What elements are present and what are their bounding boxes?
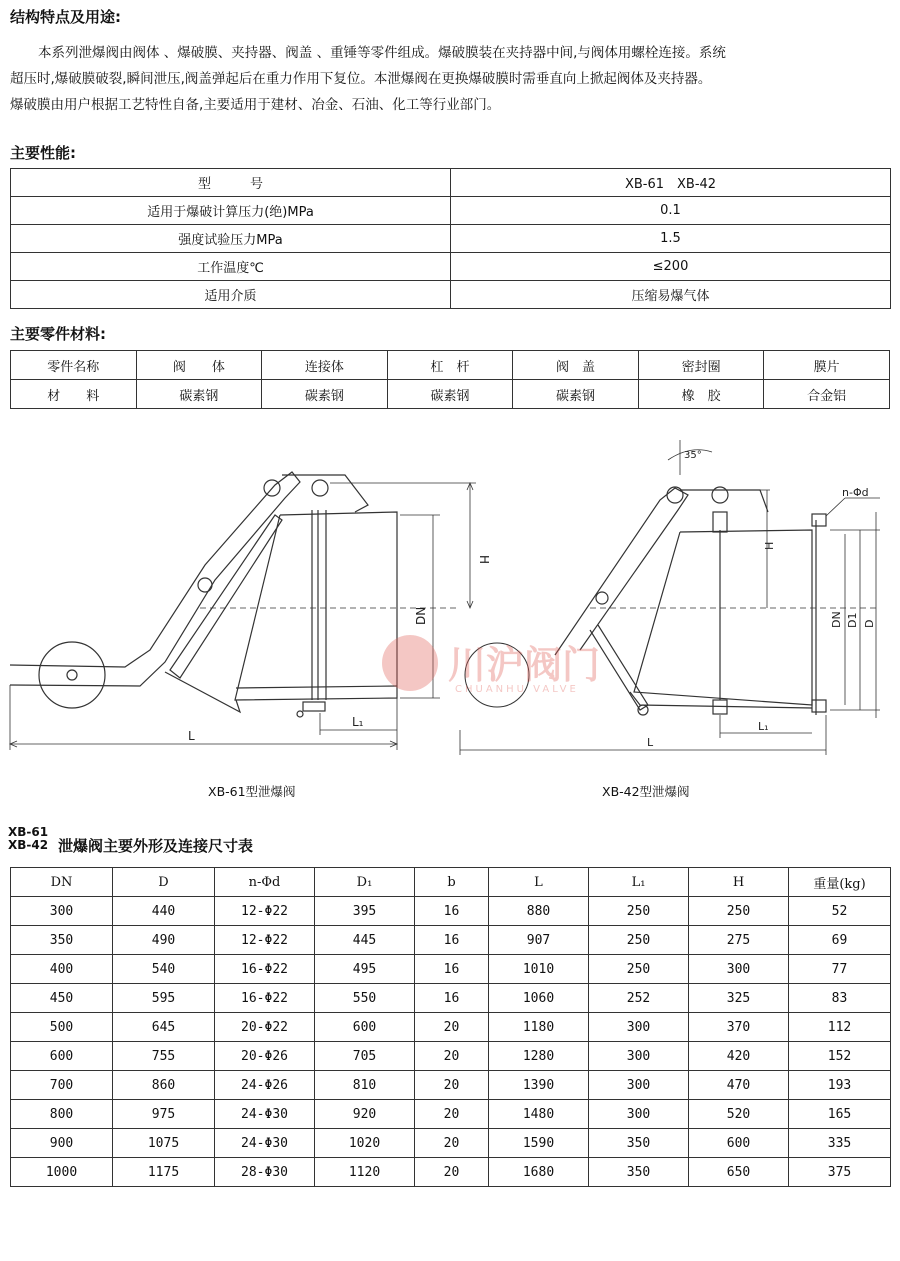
dims-title-prefix — [8, 826, 48, 852]
dims-cell: 335 — [789, 1129, 891, 1158]
dims-cell: 16 — [415, 897, 489, 926]
dims-cell: 16-Φ22 — [215, 955, 315, 984]
caption-xb42: XB-42型泄爆阀 — [602, 784, 690, 799]
dims-row — [11, 1158, 891, 1187]
dims-cell: 252 — [589, 984, 689, 1013]
dims-cell: 975 — [113, 1100, 215, 1129]
dim-h-left: H — [477, 555, 491, 565]
performance-label-cell: 型 号 — [11, 169, 451, 197]
dims-cell: 1120 — [315, 1158, 415, 1187]
materials-header-cell: 膜片 — [764, 351, 890, 380]
dims-cell: 12-Φ22 — [215, 897, 315, 926]
dims-cell: 1480 — [489, 1100, 589, 1129]
dims-header-cell: H — [689, 868, 789, 897]
performance-label-cell: 工作温度℃ — [11, 253, 451, 281]
dims-row — [11, 1071, 891, 1100]
dims-cell: 470 — [689, 1071, 789, 1100]
dims-row — [11, 1042, 891, 1071]
dim-l1-left: L₁ — [352, 715, 364, 729]
dims-cell: 300 — [11, 897, 113, 926]
dims-cell: 77 — [789, 955, 891, 984]
materials-header-cell: 密封圈 — [638, 351, 764, 380]
dims-title: 泄爆阀主要外形及连接尺寸表 — [58, 837, 254, 855]
performance-row — [11, 225, 891, 253]
dims-cell: 20-Φ22 — [215, 1013, 315, 1042]
dims-row — [11, 1100, 891, 1129]
dims-cell: 20-Φ26 — [215, 1042, 315, 1071]
dims-cell: 1060 — [489, 984, 589, 1013]
materials-row — [11, 380, 890, 409]
dim-l-right: L — [647, 736, 654, 749]
dims-cell: 370 — [689, 1013, 789, 1042]
materials-cell: 橡 胶 — [638, 380, 764, 409]
dims-cell: 900 — [11, 1129, 113, 1158]
dims-cell: 28-Φ30 — [215, 1158, 315, 1187]
dims-cell: 250 — [589, 955, 689, 984]
xb42-drawing — [460, 440, 880, 755]
performance-value-cell: ≤200 — [451, 253, 891, 281]
dims-cell: 12-Φ22 — [215, 926, 315, 955]
materials-cell: 碳素钢 — [262, 380, 388, 409]
materials-cell: 合金铝 — [764, 380, 890, 409]
dims-cell: 1390 — [489, 1071, 589, 1100]
dims-title-model-top: XB-61 — [8, 825, 49, 839]
dims-cell: 395 — [315, 897, 415, 926]
dims-cell: 20 — [415, 1013, 489, 1042]
dims-header-cell: D₁ — [315, 868, 415, 897]
dims-cell: 907 — [489, 926, 589, 955]
dims-cell: 1280 — [489, 1042, 589, 1071]
dims-cell: 595 — [113, 984, 215, 1013]
dims-cell: 1180 — [489, 1013, 589, 1042]
dims-cell: 24-Φ30 — [215, 1129, 315, 1158]
dims-cell: 350 — [589, 1158, 689, 1187]
dims-cell: 920 — [315, 1100, 415, 1129]
dims-cell: 193 — [789, 1071, 891, 1100]
dims-cell: 440 — [113, 897, 215, 926]
dims-cell: 540 — [113, 955, 215, 984]
dims-cell: 755 — [113, 1042, 215, 1071]
dims-cell: 300 — [589, 1042, 689, 1071]
dims-cell: 69 — [789, 926, 891, 955]
materials-header-row — [11, 351, 890, 380]
dims-cell: 860 — [113, 1071, 215, 1100]
dims-header-cell: L₁ — [589, 868, 689, 897]
dims-cell: 300 — [689, 955, 789, 984]
structure-description — [10, 40, 890, 118]
caption-xb61: XB-61型泄爆阀 — [208, 784, 296, 799]
xb61-drawing — [10, 472, 476, 750]
performance-row — [11, 169, 891, 197]
dims-cell: 645 — [113, 1013, 215, 1042]
materials-header-cell: 阀 体 — [136, 351, 262, 380]
dim-l-left: L — [188, 729, 195, 743]
materials-header-cell: 阀 盖 — [513, 351, 639, 380]
dims-cell: 275 — [689, 926, 789, 955]
dims-cell: 112 — [789, 1013, 891, 1042]
section-title-performance: 主要性能: — [10, 144, 76, 162]
dim-dn-left: DN — [414, 606, 428, 625]
counterweight-icon — [39, 642, 105, 708]
performance-row — [11, 281, 891, 309]
dims-cell: 52 — [789, 897, 891, 926]
dims-cell: 24-Φ26 — [215, 1071, 315, 1100]
dim-angle-right: 35° — [684, 450, 702, 461]
materials-header-cell: 零件名称 — [11, 351, 137, 380]
dims-cell: 450 — [11, 984, 113, 1013]
watermark-cn: 川沪阀门 — [448, 643, 601, 687]
dims-cell: 152 — [789, 1042, 891, 1071]
dims-cell: 24-Φ30 — [215, 1100, 315, 1129]
materials-header-cell: 连接体 — [262, 351, 388, 380]
dims-cell: 1175 — [113, 1158, 215, 1187]
performance-value-cell: XB-61 XB-42 — [451, 169, 891, 197]
dims-cell: 705 — [315, 1042, 415, 1071]
materials-cell: 碳素钢 — [513, 380, 639, 409]
dims-header-cell: n-Φd — [215, 868, 315, 897]
dims-cell: 600 — [11, 1042, 113, 1071]
watermark-logo — [382, 635, 600, 695]
dims-cell: 600 — [315, 1013, 415, 1042]
dims-cell: 300 — [589, 1013, 689, 1042]
dim-dn-right: DN — [830, 611, 843, 628]
dims-cell: 1075 — [113, 1129, 215, 1158]
dims-header-cell: 重量(kg) — [789, 868, 891, 897]
dims-cell: 20 — [415, 1158, 489, 1187]
dim-nphid-right: n-Φd — [842, 486, 869, 499]
dims-title-model-bottom: XB-42 — [8, 838, 49, 852]
dims-cell: 20 — [415, 1042, 489, 1071]
dims-row — [11, 955, 891, 984]
dims-cell: 420 — [689, 1042, 789, 1071]
dims-cell: 250 — [589, 926, 689, 955]
materials-table — [10, 350, 890, 409]
dims-cell: 600 — [689, 1129, 789, 1158]
dims-row — [11, 926, 891, 955]
performance-value-cell: 0.1 — [451, 197, 891, 225]
dims-header-cell: L — [489, 868, 589, 897]
dims-cell: 400 — [11, 955, 113, 984]
dims-cell: 500 — [11, 1013, 113, 1042]
description-line: 本系列泄爆阀由阀体 、爆破膜、夹持器、阀盖 、重锤等零件组成。爆破膜装在夹持器中间,与阀体用螺栓连接。系统 — [38, 45, 726, 61]
dims-cell: 1000 — [11, 1158, 113, 1187]
dims-cell: 300 — [589, 1071, 689, 1100]
dims-cell: 520 — [689, 1100, 789, 1129]
dims-header-row — [11, 868, 891, 897]
dims-cell: 16 — [415, 955, 489, 984]
dims-cell: 325 — [689, 984, 789, 1013]
materials-header-cell: 杠 杆 — [387, 351, 513, 380]
dims-cell: 1010 — [489, 955, 589, 984]
dims-cell: 550 — [315, 984, 415, 1013]
dims-cell: 20 — [415, 1129, 489, 1158]
dims-cell: 495 — [315, 955, 415, 984]
dims-cell: 83 — [789, 984, 891, 1013]
performance-table — [10, 168, 891, 309]
section-title-materials: 主要零件材料: — [10, 325, 106, 343]
materials-cell: 碳素钢 — [136, 380, 262, 409]
dims-cell: 810 — [315, 1071, 415, 1100]
dims-cell: 16 — [415, 926, 489, 955]
dims-cell: 1590 — [489, 1129, 589, 1158]
dims-row — [11, 984, 891, 1013]
section-title-structure: 结构特点及用途: — [10, 8, 121, 26]
performance-row — [11, 197, 891, 225]
performance-label-cell: 强度试验压力MPa — [11, 225, 451, 253]
dims-cell: 1020 — [315, 1129, 415, 1158]
dims-cell: 700 — [11, 1071, 113, 1100]
dim-l1-right: L₁ — [758, 720, 769, 733]
dims-row — [11, 1129, 891, 1158]
dimensions-table — [10, 867, 891, 1187]
dim-d-right: D — [863, 619, 876, 628]
dims-cell: 165 — [789, 1100, 891, 1129]
dims-cell: 16 — [415, 984, 489, 1013]
dims-cell: 16-Φ22 — [215, 984, 315, 1013]
dims-cell: 880 — [489, 897, 589, 926]
dims-cell: 490 — [113, 926, 215, 955]
performance-label-cell: 适用于爆破计算压力(绝)MPa — [11, 197, 451, 225]
dims-header-cell: D — [113, 868, 215, 897]
dim-h-right: H — [763, 541, 776, 550]
dims-cell: 350 — [589, 1129, 689, 1158]
dims-cell: 375 — [789, 1158, 891, 1187]
dims-cell: 650 — [689, 1158, 789, 1187]
materials-cell: 碳素钢 — [387, 380, 513, 409]
materials-cell: 材 料 — [11, 380, 137, 409]
dims-cell: 250 — [689, 897, 789, 926]
dims-cell: 300 — [589, 1100, 689, 1129]
dims-row — [11, 897, 891, 926]
description-line: 超压时,爆破膜破裂,瞬间泄压,阀盖弹起后在重力作用下复位。本泄爆阀在更换爆破膜时需垂直向上掀起阀体及夹持器。 — [10, 71, 712, 87]
dims-cell: 250 — [589, 897, 689, 926]
performance-value-cell: 压缩易爆气体 — [451, 281, 891, 309]
description-line: 爆破膜由用户根据工艺特性自备,主要适用于建材、冶金、石油、化工等行业部门。 — [10, 97, 501, 113]
watermark-en: CHUANHU VALVE — [455, 684, 579, 695]
dims-cell: 1680 — [489, 1158, 589, 1187]
performance-value-cell: 1.5 — [451, 225, 891, 253]
dims-header-cell: b — [415, 868, 489, 897]
dims-cell: 20 — [415, 1071, 489, 1100]
performance-row — [11, 253, 891, 281]
dims-header-cell: DN — [11, 868, 113, 897]
valve-drawings — [0, 430, 900, 810]
dim-d1-right: D1 — [846, 612, 859, 628]
performance-label-cell: 适用介质 — [11, 281, 451, 309]
dims-row — [11, 1013, 891, 1042]
dims-cell: 445 — [315, 926, 415, 955]
dims-cell: 20 — [415, 1100, 489, 1129]
dims-cell: 800 — [11, 1100, 113, 1129]
dims-cell: 350 — [11, 926, 113, 955]
